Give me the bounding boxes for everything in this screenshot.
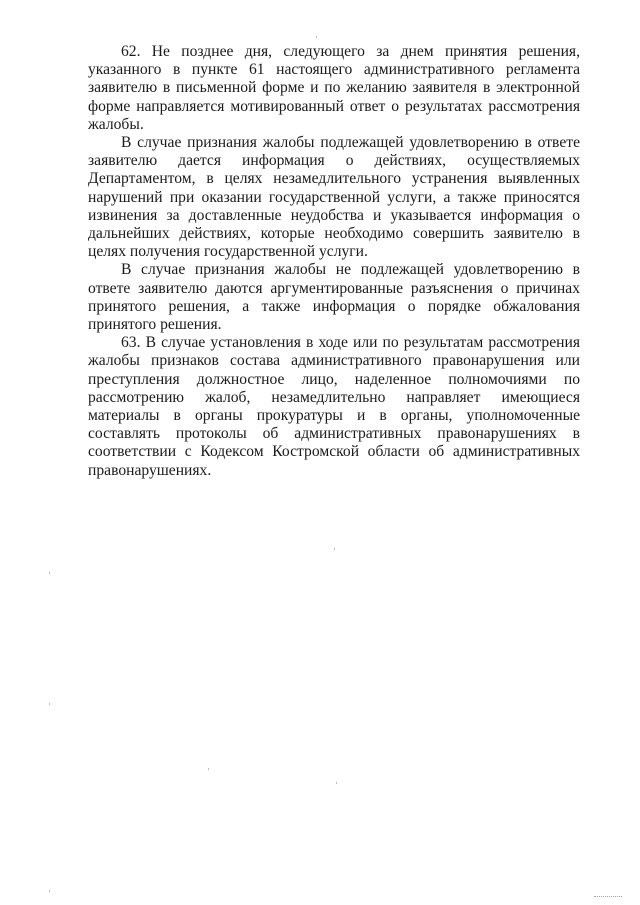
scan-edge-marks [594,896,622,898]
paragraph-rejected-complaint: В случае признания жалобы не подлежащей удовлетворению в ответе заявителю даются аргументированные разъяснения о причинах принятого решения, а также информация о порядке обжалования принятого решения. [88,261,580,334]
paragraph-satisfied-complaint: В случае признания жалобы подлежащей удовлетворению в ответе заявителю дается информация о действиях, осуществляемых Департаментом, в целях незамедлительного устранения выявленных нарушений при оказании государственной услуги, а также приносятся извинения за доставленные неудобства и указывается информация о дальнейших действиях, которые необходимо совершить заявителю в целях получения государственной услуги. [88,134,580,261]
document-body [88,43,580,480]
paragraph-63: 63. В случае установления в ходе или по результатам рассмотрения жалобы признаков состава административного правонарушения или преступления должностное лицо, наделенное полномочиями по рассмотрению жалоб, незамедлительно направляет имеющиеся материалы в органы прокуратуры и в органы, уполномоченные составлять протоколы об административных правонарушениях в соответствии с Кодексом Костромской области об административных правонарушениях. [88,334,580,479]
scan-speck [49,572,50,574]
scan-speck [49,703,50,705]
scan-speck [316,36,317,38]
scan-speck [208,768,209,770]
scan-speck [336,782,337,784]
paragraph-62: 62. Не позднее дня, следующего за днем принятия решения, указанного в пункте 61 настоящего административного регламента заявителю в письменной форме и по желанию заявителя в электронной форме направляется мотивированный ответ о результатах рассмотрения жалобы. [88,43,580,133]
scan-speck [49,890,50,892]
scan-speck [334,548,335,550]
